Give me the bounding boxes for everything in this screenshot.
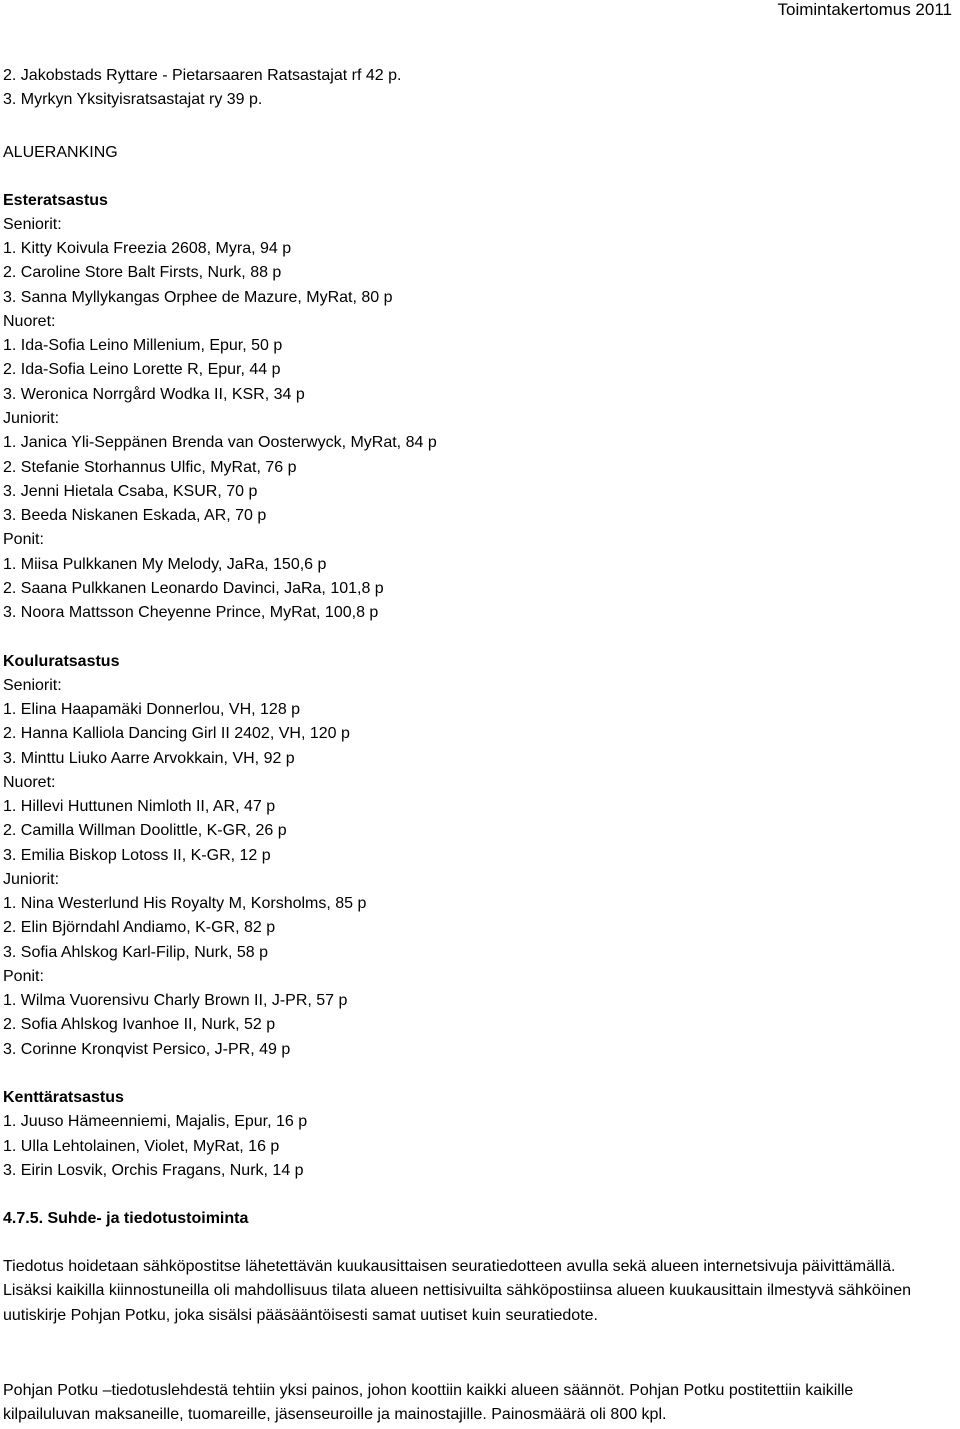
list-item: 1. Elina Haapamäki Donnerlou, VH, 128 p bbox=[3, 701, 301, 718]
list-item: 3. Weronica Norrgård Wodka II, KSR, 34 p bbox=[3, 386, 305, 403]
list-item: 3. Corinne Kronqvist Persico, J-PR, 49 p bbox=[3, 1041, 291, 1058]
list-item: 3. Beeda Niskanen Eskada, AR, 70 p bbox=[3, 507, 267, 524]
list-item: 2. Caroline Store Balt Firsts, Nurk, 88 p bbox=[3, 264, 282, 281]
kenttaratsastus-title: Kenttäratsastus bbox=[3, 1089, 124, 1106]
section-475-paragraph-2: Pohjan Potku –tiedotuslehdestä tehtiin yksi painos, johon koottiin kaikki alueen säännöt. Pohjan Potku postitettiin kaikille kilpailuluvan maksaneille, tuomareille, jäsenseuroille ja mainostajille. Painosmäärä oli 800 kpl. bbox=[3, 1382, 854, 1424]
este-nuoret-label: Nuoret: bbox=[3, 313, 56, 330]
list-item: 2. Saana Pulkkanen Leonardo Davinci, JaRa, 101,8 p bbox=[3, 580, 384, 597]
list-item: 2. Stefanie Storhannus Ulfic, MyRat, 76 p bbox=[3, 459, 297, 476]
section-475-paragraph-1: Tiedotus hoidetaan sähköpostitse lähetettävän kuukausittaisen seuratiedotteen avulla sekä alueen internetsivuja päivittämällä. Lisäksi kaikilla kiinnostuneilla oli mahdollisuus tilata alueen nettisivuilta sähköpostiinsa alueen kuukausittain ilmestyvä sähköinen uutiskirje Pohjan Potku, joka sisälsi pääsääntöisesti samat uutiset kuin seuratiedote. bbox=[3, 1258, 912, 1324]
list-item: 1. Ulla Lehtolainen, Violet, MyRat, 16 p bbox=[3, 1138, 280, 1155]
club-rank-3: 3. Myrkyn Yksityisratsastajat ry 39 p. bbox=[3, 91, 263, 108]
list-item: 2. Sofia Ahlskog Ivanhoe II, Nurk, 52 p bbox=[3, 1016, 276, 1033]
list-item: 1. Janica Yli-Seppänen Brenda van Oosterwyck, MyRat, 84 p bbox=[3, 434, 437, 451]
list-item: 3. Minttu Liuko Aarre Arvokkain, VH, 92 p bbox=[3, 750, 295, 767]
este-ponit-label: Ponit: bbox=[3, 531, 44, 548]
list-item: 1. Hillevi Huttunen Nimloth II, AR, 47 p bbox=[3, 798, 276, 815]
club-rank-2: 2. Jakobstads Ryttare - Pietarsaaren Ratsastajat rf 42 p. bbox=[3, 67, 402, 84]
list-item: 2. Elin Björndahl Andiamo, K-GR, 82 p bbox=[3, 919, 276, 936]
este-juniorit-label: Juniorit: bbox=[3, 410, 60, 427]
list-item: 1. Miisa Pulkkanen My Melody, JaRa, 150,6 p bbox=[3, 556, 327, 573]
este-seniorit-label: Seniorit: bbox=[3, 216, 62, 233]
koulu-juniorit-label: Juniorit: bbox=[3, 871, 60, 888]
list-item: 3. Jenni Hietala Csaba, KSUR, 70 p bbox=[3, 483, 258, 500]
koulu-ponit-label: Ponit: bbox=[3, 968, 44, 985]
list-item: 3. Noora Mattsson Cheyenne Prince, MyRat, 100,8 p bbox=[3, 604, 379, 621]
section-title-alueranking: ALUERANKING bbox=[3, 144, 118, 161]
page-header: Toimintakertomus 2011 bbox=[777, 0, 952, 19]
list-item: 3. Emilia Biskop Lotoss II, K-GR, 12 p bbox=[3, 847, 271, 864]
list-item: 1. Juuso Hämeenniemi, Majalis, Epur, 16 p bbox=[3, 1113, 308, 1130]
list-item: 3. Sofia Ahlskog Karl-Filip, Nurk, 58 p bbox=[3, 944, 269, 961]
list-item: 2. Camilla Willman Doolittle, K-GR, 26 p bbox=[3, 822, 287, 839]
kouluratsastus-title: Kouluratsastus bbox=[3, 653, 120, 670]
list-item: 3. Sanna Myllykangas Orphee de Mazure, MyRat, 80 p bbox=[3, 289, 393, 306]
list-item: 2. Ida-Sofia Leino Lorette R, Epur, 44 p bbox=[3, 361, 281, 378]
koulu-seniorit-label: Seniorit: bbox=[3, 677, 62, 694]
koulu-nuoret-label: Nuoret: bbox=[3, 774, 56, 791]
list-item: 1. Wilma Vuorensivu Charly Brown II, J-PR, 57 p bbox=[3, 992, 348, 1009]
list-item: 1. Ida-Sofia Leino Millenium, Epur, 50 p bbox=[3, 337, 283, 354]
list-item: 1. Kitty Koivula Freezia 2608, Myra, 94 p bbox=[3, 240, 292, 257]
section-475-title: 4.7.5. Suhde- ja tiedotustoiminta bbox=[3, 1210, 249, 1227]
list-item: 2. Hanna Kalliola Dancing Girl II 2402, VH, 120 p bbox=[3, 725, 350, 742]
esteratsastus-title: Esteratsastus bbox=[3, 192, 108, 209]
list-item: 3. Eirin Losvik, Orchis Fragans, Nurk, 14 p bbox=[3, 1162, 304, 1179]
list-item: 1. Nina Westerlund His Royalty M, Korsholms, 85 p bbox=[3, 895, 367, 912]
